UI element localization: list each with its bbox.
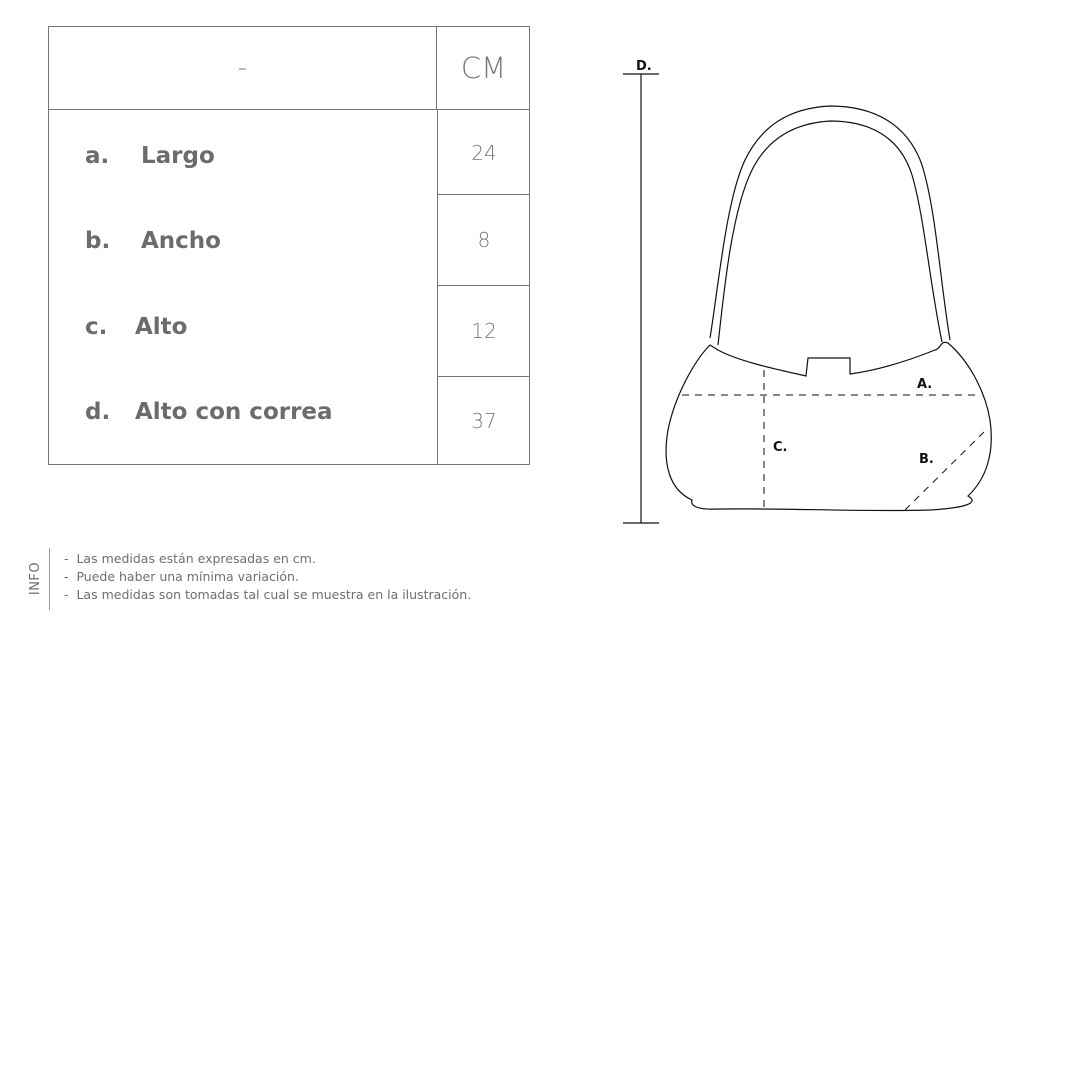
row-label: Ancho — [141, 228, 221, 254]
label-c: C. — [773, 440, 788, 455]
info-note: - Puede haber una mínima variación. — [64, 568, 471, 586]
strap-outline-inner — [718, 121, 942, 345]
table-row-value: 24 — [471, 140, 497, 165]
info-note: - Las medidas son tomadas tal cual se muestra en la ilustración. — [64, 586, 471, 604]
table-row-value: 37 — [471, 409, 497, 433]
measurements-table — [48, 26, 530, 465]
info-notes — [64, 550, 471, 604]
label-b: B. — [919, 452, 934, 467]
row-label: Largo — [141, 143, 215, 169]
table-row-label — [85, 399, 333, 425]
strap-outline-outer — [710, 106, 950, 340]
bag-body-outline — [666, 342, 991, 510]
row-letter: b. — [85, 228, 111, 254]
table-row-label — [85, 314, 187, 340]
info-divider — [49, 548, 50, 610]
label-d: D. — [636, 59, 652, 74]
label-a: A. — [917, 377, 933, 392]
info-title — [28, 556, 44, 600]
table-row-value: 12 — [471, 319, 497, 343]
info-title-text: INFO — [28, 561, 44, 595]
info-note: - Las medidas están expresadas en cm. — [64, 550, 471, 568]
info-section — [28, 548, 628, 608]
row-letter: a. — [85, 143, 110, 169]
dashed-measure-lines — [682, 370, 988, 510]
table-header-left: - — [49, 27, 437, 110]
row-label: Alto — [135, 314, 188, 340]
table-row-value: 8 — [477, 228, 491, 252]
table-row-label — [85, 143, 215, 169]
height-measure-line — [623, 74, 659, 523]
table-header-unit: CM — [437, 27, 530, 110]
table-row-label — [85, 228, 221, 254]
bag-diagram — [600, 40, 1010, 540]
row-letter: c. — [85, 314, 108, 340]
row-label: Alto con correa — [135, 399, 333, 425]
row-letter: d. — [85, 399, 111, 425]
